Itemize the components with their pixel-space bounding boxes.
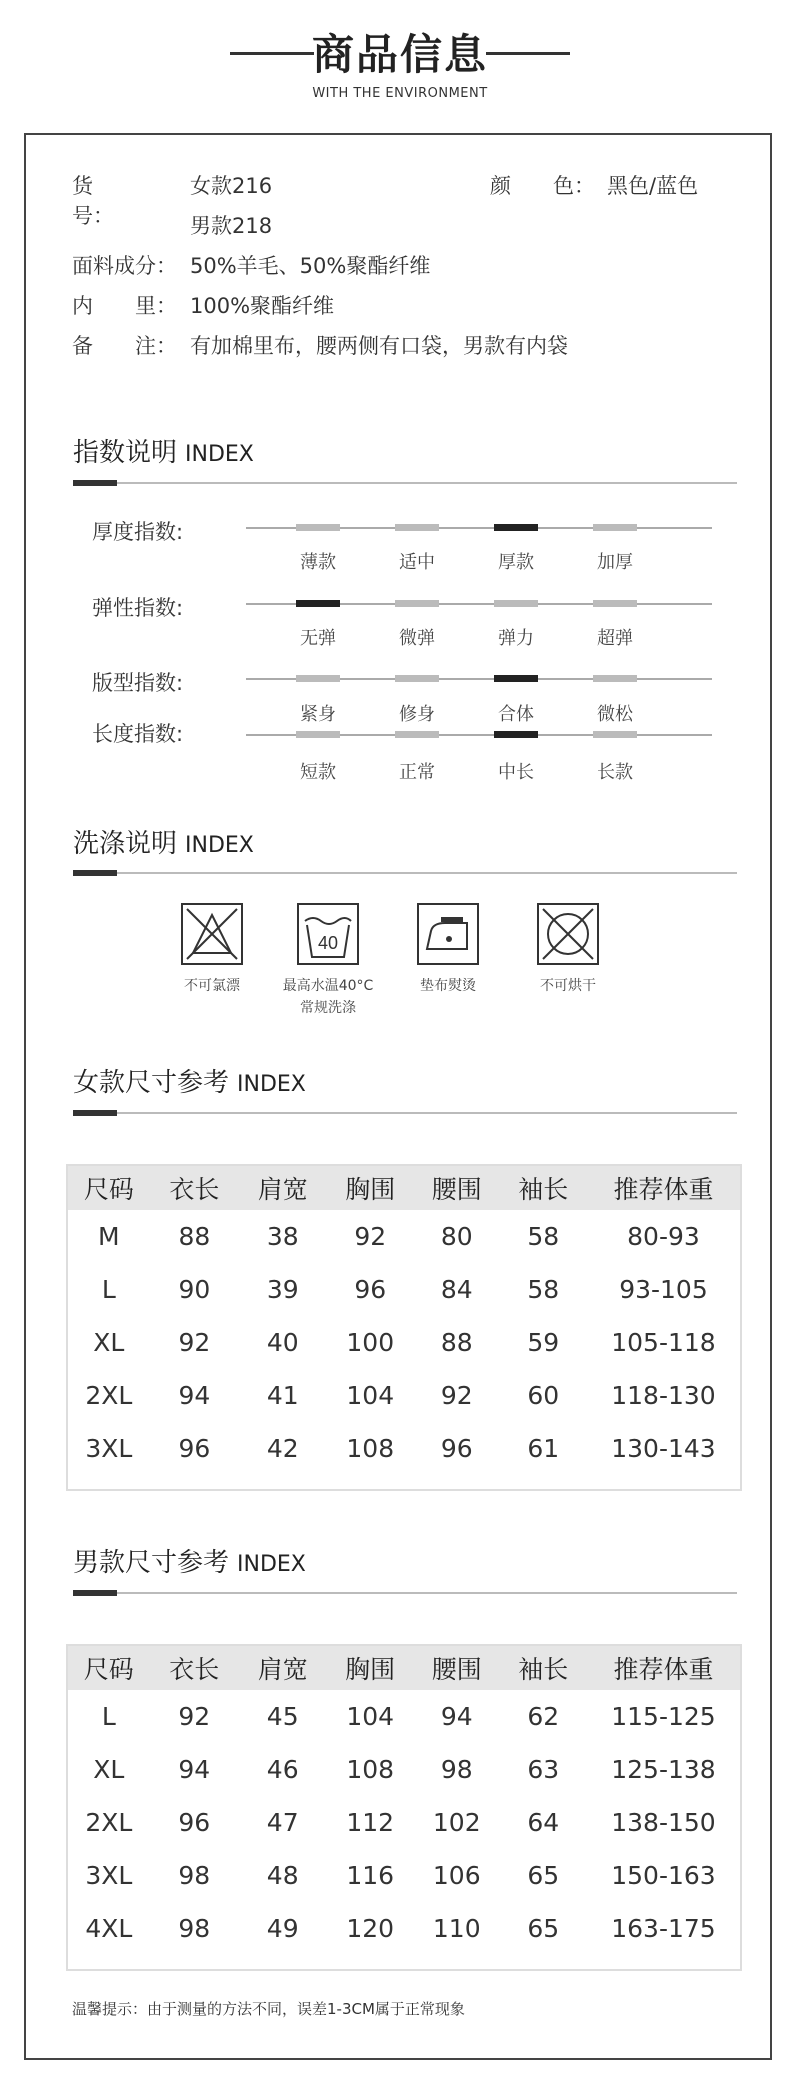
index-option: 适中: [399, 552, 435, 573]
index-option: 合体: [498, 704, 534, 725]
iron-cloth-icon: [417, 903, 479, 965]
section-title-text: 男款尺寸参考: [73, 1548, 230, 1578]
table-cell: 92: [354, 1222, 387, 1251]
section-title-en: INDEX: [185, 442, 254, 467]
section-title-men-size: [73, 1542, 306, 1579]
table-cell: 60: [527, 1381, 560, 1410]
wash-label: 不可氯漂: [184, 978, 240, 994]
no-tumble-dry-icon: [537, 903, 599, 965]
women-size-table: [66, 1164, 742, 1491]
table-header-cell: 袖长: [500, 1645, 587, 1690]
table-cell: 94: [440, 1702, 473, 1731]
table-row: [67, 1849, 741, 1902]
table-cell: 88: [440, 1328, 473, 1357]
index-marker: [395, 600, 439, 607]
page-title: 商品信息: [311, 30, 488, 79]
table-cell: 3XL: [85, 1434, 133, 1463]
index-label: 厚度指数:: [92, 520, 184, 544]
section-rule: [73, 482, 737, 484]
index-marker: [593, 731, 637, 738]
table-cell: 39: [266, 1275, 299, 1304]
table-header-cell: 胸围: [326, 1165, 414, 1210]
info-label: 备 注：: [72, 334, 177, 358]
table-cell: 80-93: [627, 1222, 700, 1251]
table-cell: 112: [346, 1808, 395, 1837]
table-cell: 48: [266, 1861, 299, 1890]
table-row: [67, 1210, 741, 1263]
section-title-en: INDEX: [237, 1072, 306, 1097]
men-size-table: [66, 1644, 742, 1971]
table-header-cell: 肩宽: [239, 1645, 326, 1690]
info-value: 50%羊毛、50%聚酯纤维: [190, 254, 431, 278]
index-option: 短款: [300, 762, 336, 783]
table-cell: 65: [527, 1914, 560, 1943]
section-title-text: 女款尺寸参考: [73, 1068, 230, 1098]
table-header-cell: 推荐体重: [587, 1645, 741, 1690]
info-value: 100%聚酯纤维: [190, 294, 335, 318]
table-cell: XL: [93, 1328, 125, 1357]
index-marker: [296, 524, 340, 531]
table-row: [67, 1316, 741, 1369]
info-label: 内 里：: [72, 294, 177, 318]
section-title-women-size: [73, 1062, 306, 1099]
table-cell: 59: [527, 1328, 560, 1357]
section-title-en: INDEX: [237, 1552, 306, 1577]
table-cell: 105-118: [611, 1328, 716, 1357]
table-cell: 104: [346, 1702, 395, 1731]
table-header-cell: 衣长: [150, 1165, 239, 1210]
wash-40-icon: [297, 903, 359, 965]
section-title-index: [73, 432, 254, 469]
wash-label-line1: 最高水温40°C: [282, 978, 374, 994]
index-marker: [593, 524, 637, 531]
index-marker: [296, 675, 340, 682]
index-option: 中长: [498, 762, 534, 783]
table-cell: 138-150: [611, 1808, 716, 1837]
table-cell: L: [101, 1702, 116, 1731]
table-cell: 96: [354, 1275, 387, 1304]
index-scale: [246, 603, 712, 605]
table-cell: 40: [266, 1328, 299, 1357]
table-cell: M: [98, 1222, 120, 1251]
section-title-text: 指数说明: [73, 438, 178, 468]
index-marker-selected: [494, 524, 538, 531]
index-marker-selected: [494, 731, 538, 738]
info-value: 男款218: [190, 214, 273, 238]
table-cell: 125-138: [611, 1755, 716, 1784]
table-cell: 49: [266, 1914, 299, 1943]
table-cell: 108: [346, 1434, 395, 1463]
wash-label: 垫布熨烫: [420, 978, 476, 994]
info-label: 面料成分：: [72, 254, 177, 278]
page-subtitle: WITH THE ENVIRONMENT: [312, 86, 488, 101]
table-cell: 120: [346, 1914, 395, 1943]
table-cell: 41: [266, 1381, 299, 1410]
index-marker: [296, 731, 340, 738]
index-scale: [246, 527, 712, 529]
table-cell: 2XL: [85, 1808, 133, 1837]
table-row: [67, 1690, 741, 1743]
table-row: [67, 1796, 741, 1849]
table-cell: 98: [178, 1914, 211, 1943]
table-cell: 98: [440, 1755, 473, 1784]
wash-item-iron: [378, 903, 518, 997]
table-cell: 163-175: [611, 1914, 716, 1943]
table-cell: 92: [178, 1328, 211, 1357]
index-marker-selected: [494, 675, 538, 682]
index-marker: [395, 731, 439, 738]
index-option: 厚款: [498, 552, 534, 573]
table-cell: 130-143: [611, 1434, 716, 1463]
table-cell: 61: [527, 1434, 560, 1463]
table-cell: 100: [346, 1328, 395, 1357]
wash-label: 不可烘干: [540, 978, 596, 994]
table-cell: 102: [432, 1808, 481, 1837]
info-value: 女款216: [190, 174, 273, 198]
table-row: [67, 1263, 741, 1316]
table-cell: 63: [527, 1755, 560, 1784]
table-cell: 80: [440, 1222, 473, 1251]
index-option: 弹力: [498, 628, 534, 649]
section-title-text: 洗涤说明: [73, 829, 178, 859]
table-cell: 62: [527, 1702, 560, 1731]
table-cell: 92: [440, 1381, 473, 1410]
index-option: 长款: [597, 762, 633, 783]
table-cell: 84: [440, 1275, 473, 1304]
info-value: 黑色/蓝色: [607, 174, 699, 198]
table-cell: 65: [527, 1861, 560, 1890]
table-cell: 110: [432, 1914, 481, 1943]
no-bleach-icon: [181, 903, 243, 965]
table-cell: 106: [432, 1861, 481, 1890]
index-option: 正常: [399, 762, 435, 783]
table-cell: 46: [266, 1755, 299, 1784]
index-marker-selected: [296, 600, 340, 607]
table-cell: 92: [178, 1702, 211, 1731]
table-header-cell: 尺码: [67, 1165, 150, 1210]
table-cell: 88: [178, 1222, 211, 1251]
table-cell: 118-130: [611, 1381, 716, 1410]
section-rule: [73, 1592, 737, 1594]
table-cell: 2XL: [85, 1381, 133, 1410]
wash-label: [258, 975, 398, 1019]
note-text: 温馨提示：由于测量的方法不同，误差1-3CM属于正常现象: [72, 2000, 465, 2018]
table-cell: 115-125: [611, 1702, 716, 1731]
table-header-row: [67, 1165, 741, 1210]
table-row: [67, 1369, 741, 1422]
table-header-cell: 腰围: [414, 1645, 500, 1690]
table-header-cell: 袖长: [500, 1165, 587, 1210]
table-header-cell: 推荐体重: [587, 1165, 741, 1210]
section-title-wash: [73, 823, 254, 860]
section-rule: [73, 1112, 737, 1114]
table-header-cell: 胸围: [326, 1645, 414, 1690]
table-cell: 104: [346, 1381, 395, 1410]
table-cell: 94: [178, 1755, 211, 1784]
table-cell: 116: [346, 1861, 395, 1890]
table-cell: 96: [178, 1808, 211, 1837]
section-title-en: INDEX: [185, 833, 254, 858]
table-cell: 38: [266, 1222, 299, 1251]
table-cell: 98: [178, 1861, 211, 1890]
table-cell: L: [101, 1275, 116, 1304]
wash-item-no-dry: [498, 903, 638, 997]
table-cell: 58: [527, 1275, 560, 1304]
table-cell: 90: [178, 1275, 211, 1304]
index-label: 版型指数:: [92, 671, 184, 695]
index-option: 微弹: [399, 628, 435, 649]
table-cell: 96: [440, 1434, 473, 1463]
table-row: [67, 1422, 741, 1475]
table-cell: 94: [178, 1381, 211, 1410]
index-option: 超弹: [597, 628, 633, 649]
index-marker: [494, 600, 538, 607]
section-rule: [73, 872, 737, 874]
table-cell: 58: [527, 1222, 560, 1251]
table-cell: 150-163: [611, 1861, 716, 1890]
wash-label-line2: 常规洗涤: [300, 1000, 356, 1016]
index-marker: [395, 675, 439, 682]
table-header-cell: 尺码: [67, 1645, 150, 1690]
info-value: 有加棉里布，腰两侧有口袋，男款有内袋: [190, 334, 568, 358]
index-label: 弹性指数:: [92, 596, 184, 620]
index-option: 微松: [597, 704, 633, 725]
index-option: 薄款: [300, 552, 336, 573]
table-cell: 64: [527, 1808, 560, 1837]
table-cell: XL: [93, 1755, 125, 1784]
index-option: 加厚: [597, 552, 633, 573]
wash-item-40: [258, 903, 398, 1019]
index-marker: [593, 600, 637, 607]
table-cell: 47: [266, 1808, 299, 1837]
index-option: 无弹: [300, 628, 336, 649]
table-cell: 3XL: [85, 1861, 133, 1890]
page-header: [0, 0, 800, 110]
table-cell: 108: [346, 1755, 395, 1784]
table-header-row: [67, 1645, 741, 1690]
index-scale: [246, 734, 712, 736]
table-cell: 4XL: [85, 1914, 133, 1943]
table-cell: 42: [266, 1434, 299, 1463]
index-marker: [593, 675, 637, 682]
index-scale: [246, 678, 712, 680]
table-cell: 93-105: [619, 1275, 708, 1304]
table-header-cell: 衣长: [150, 1645, 239, 1690]
table-header-cell: 腰围: [414, 1165, 499, 1210]
info-label: 颜 色：: [490, 174, 595, 198]
wash-temp: 40: [317, 933, 339, 953]
info-label: 货 号：: [72, 174, 135, 228]
index-option: 紧身: [300, 704, 336, 725]
index-marker: [395, 524, 439, 531]
index-label: 长度指数:: [92, 722, 184, 746]
table-cell: 96: [178, 1434, 211, 1463]
index-option: 修身: [399, 704, 435, 725]
table-row: [67, 1902, 741, 1955]
table-cell: 45: [266, 1702, 299, 1731]
table-row: [67, 1743, 741, 1796]
table-header-cell: 肩宽: [239, 1165, 326, 1210]
